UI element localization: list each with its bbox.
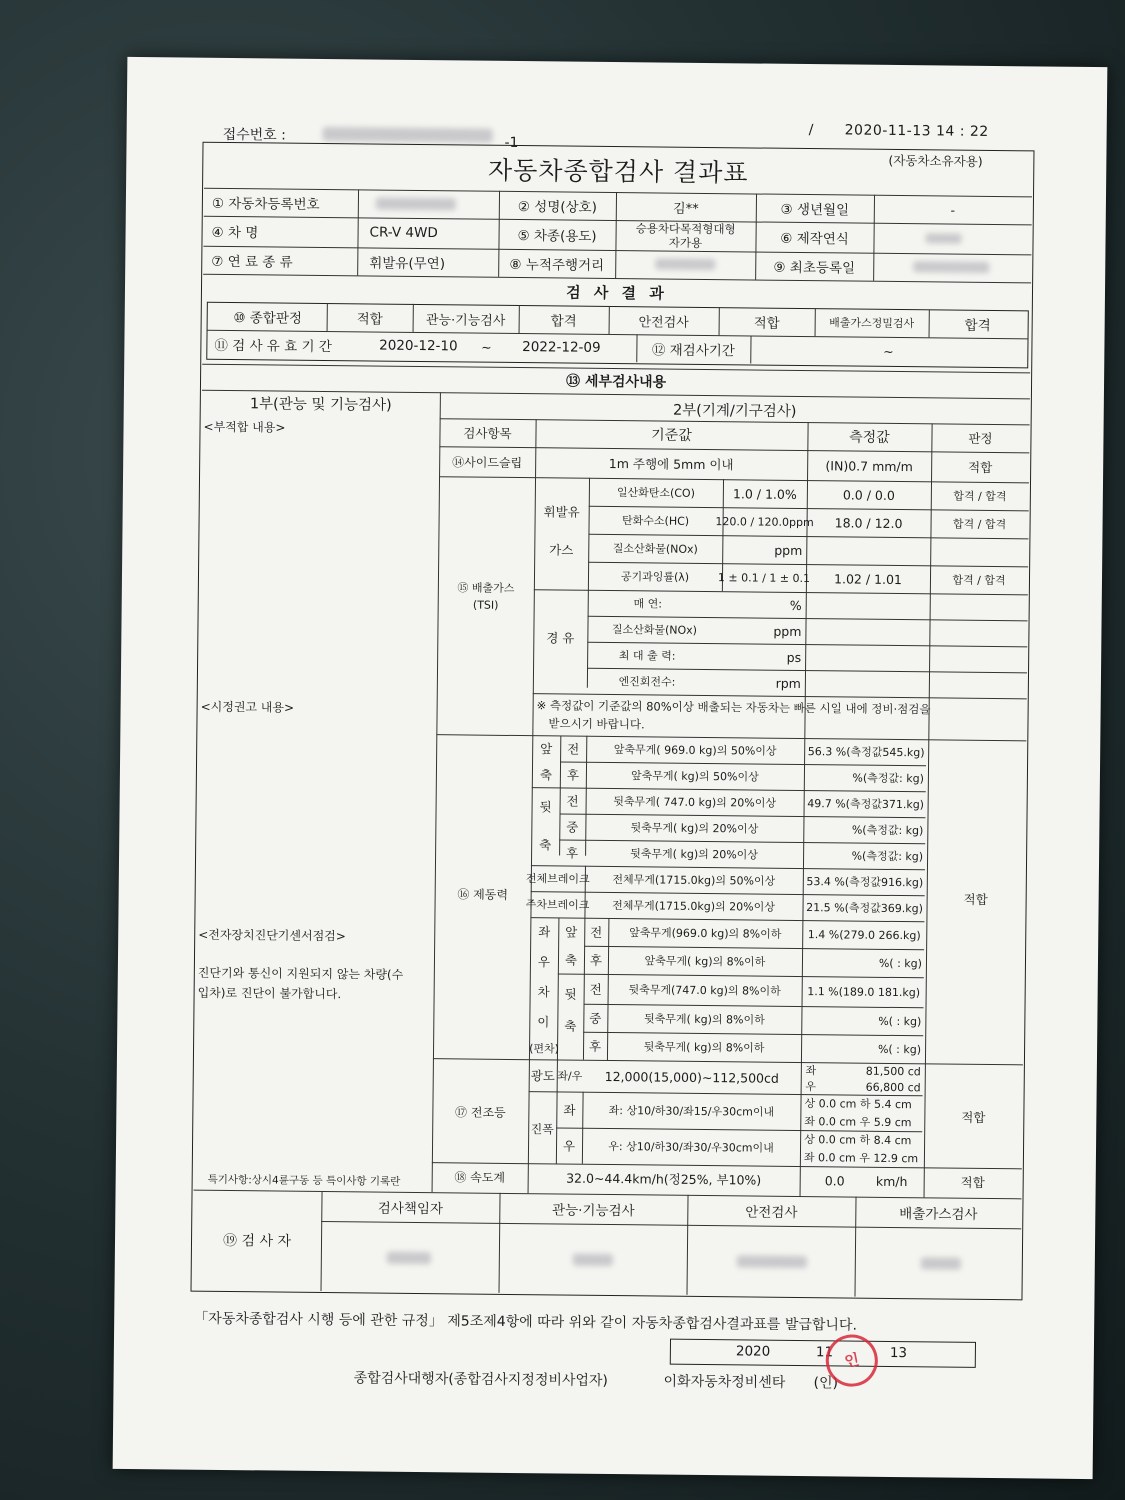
label-functional-inspection: 관능·기능검사 (425, 312, 506, 329)
exhaust-note-line1: ※ 측정값이 기준값의 80%이상 배출되는 자동차는 빠른 시일 내에 정비·점검을 (536, 698, 931, 717)
speedometer-label: ⑱ 속도계 (454, 1169, 506, 1185)
diesel-nox-label: 질소산화물(NOx) (611, 623, 698, 637)
header-item: 검사항목 (463, 425, 512, 441)
owner-name: 김** (673, 201, 699, 217)
ecu-note-line1: 진단기와 통신이 지원되지 않는 차량(수 (197, 965, 404, 982)
receipt-suffix: -1 (504, 134, 519, 152)
diff-d5-measured: %( : kg) (877, 1042, 922, 1056)
total-brake-standard: 전체무게(1715.0kg)의 50%이상 (612, 873, 776, 888)
luminosity-standard: 12,000(15,000)~112,500cd (604, 1068, 779, 1086)
beam-right-standard: 우: 상10/하30/좌30/우30cm이내 (608, 1140, 774, 1155)
inspector-head-safety: 안전검사 (745, 1204, 798, 1221)
brake-r1-measured: 56.3 %(측정값545.kg) (807, 745, 925, 760)
speedometer-unit: km/h (875, 1173, 908, 1189)
recommendation-label: <시정권고 내용> (200, 699, 295, 715)
validity-start: 2020-12-10 (379, 337, 458, 355)
nox-standard-unit: ppm (774, 542, 803, 558)
beam-left-standard: 좌: 상10/하30/좌15/우30cm이내 (608, 1104, 775, 1119)
diff-char-left: 좌 (538, 924, 551, 940)
ecu-note-line2: 입차)로 진단이 불가합니다. (197, 985, 342, 1002)
fuel-type: 휘발유(무연) (369, 255, 446, 273)
overall-judgement: 적합 (356, 311, 383, 328)
issuance-statement: 「자동차종합검사 시행 등에 관한 규정」 제5조제4항에 따라 위와 같이 자동차종합검사결과표를 발급합니다. (194, 1310, 858, 1334)
functional-inspection-result: 합격 (550, 313, 577, 330)
model-year-redacted (926, 233, 962, 243)
vehicle-type (615, 221, 755, 250)
label-owner-name: ② 성명(상호) (517, 199, 597, 216)
label-fuel-type: ⑦ 연 료 종 류 (211, 253, 293, 271)
label-reinspection-period: ⑫ 재검사기간 (651, 342, 735, 360)
exhaust-method: (TSI) (472, 598, 499, 612)
co-judgement: 합격 / 합격 (953, 489, 1007, 504)
diff-front-char1: 앞 (565, 924, 578, 940)
seal-mark: (인) (813, 1375, 839, 1392)
beam-left-char: 좌 (563, 1102, 576, 1118)
issue-day: 13 (889, 1344, 908, 1362)
brake-r1-standard: 앞축무게( 969.0 kg)의 50%이상 (613, 743, 777, 758)
inspector-label: ⑲ 검 사 자 (222, 1232, 292, 1250)
label-mileage: ⑧ 누적주행거리 (509, 256, 605, 274)
inspector-head-chief: 검사책임자 (377, 1200, 444, 1218)
diff-d5-standard: 뒷축무게( kg)의 8%이하 (643, 1040, 765, 1055)
co-label: 일산화탄소(CO) (616, 486, 695, 500)
diff-d3-measured: 1.1 %(189.0 181.kg) (807, 984, 921, 999)
label-safety-inspection: 안전검사 (638, 314, 689, 331)
emission-inspection-result: 합격 (964, 317, 991, 334)
brake-r2-standard: 앞축무게( kg)의 50%이상 (630, 769, 759, 784)
brake-judgement: 적합 (963, 891, 988, 907)
diff-d4-pos: 중 (589, 1010, 602, 1026)
diff-d3-standard: 뒷축무게(747.0 kg)의 8%이하 (628, 983, 781, 998)
diff-char-cha: 차 (537, 984, 550, 1000)
side-slip-judgement: 적합 (968, 459, 993, 475)
lambda-measured: 1.02 / 1.01 (833, 570, 902, 587)
safety-inspection-result: 적합 (753, 315, 780, 332)
diff-d2-measured: %( : kg) (878, 956, 923, 970)
receipt-number-redacted (323, 127, 493, 143)
rear-axle-char2: 축 (539, 837, 552, 853)
lambda-standard: 1 ± 0.1 / 1 ± 0.1 (717, 570, 811, 585)
luminosity-side: 좌/우 (557, 1069, 583, 1083)
diff-front-char2: 축 (564, 952, 578, 968)
diff-char-i: 이 (537, 1014, 550, 1030)
gas-label: 가스 (549, 542, 574, 558)
front-axle-char2: 축 (539, 767, 553, 783)
detail-heading: ⑬ 세부검사내용 (565, 373, 667, 391)
label-vehicle-name: ④ 차 명 (211, 224, 259, 242)
smoke-label: 매 연: (633, 597, 663, 611)
label-birth-date: ③ 생년월일 (780, 201, 850, 219)
luminosity-right-value: 66,800 cd (865, 1080, 921, 1094)
inspector-head-emission: 배출가스검사 (899, 1206, 978, 1223)
validity-tilde: ~ (481, 339, 492, 355)
brake-r5-pos: 후 (565, 845, 579, 861)
hc-measured: 18.0 / 12.0 (834, 514, 903, 531)
side-slip-measured: (IN)0.7 mm/m (825, 457, 913, 474)
side-slip-standard: 1m 주행에 5mm 이내 (608, 455, 734, 473)
gasoline-label: 휘발유 (543, 504, 580, 520)
owner-copy-label: (자동차소유자용) (888, 152, 983, 169)
brake-r2-pos: 후 (566, 767, 580, 783)
diff-rear-char2: 축 (564, 1018, 577, 1034)
birth-date: - (950, 202, 956, 218)
parking-brake-measured: 21.5 %(측정값369.kg) (806, 901, 923, 916)
co-measured: 0.0 / 0.0 (842, 486, 895, 503)
brake-r3-measured: 49.7 %(측정값371.kg) (807, 797, 925, 812)
max-power-label: 최 대 출 력: (618, 649, 676, 663)
engine-rpm-unit: rpm (775, 675, 801, 691)
part1-heading: 1부(관능 및 기능검사) (249, 395, 392, 414)
ecu-check-label: <전자장치진단기센서점검> (198, 927, 346, 944)
exhaust-note-line2: 받으시기 바랍니다. (548, 716, 645, 732)
diff-d4-measured: %( : kg) (878, 1014, 922, 1028)
issue-year: 2020 (735, 1343, 771, 1360)
vehicle-type-use: 자가용 (668, 235, 703, 250)
speedometer-measured: 0.0 (824, 1172, 845, 1188)
results-heading: 검 사 결 과 (566, 283, 668, 303)
diesel-label: 경 유 (546, 630, 575, 646)
mileage-redacted (655, 258, 715, 270)
total-brake-measured: 53.4 %(측정값916.kg) (806, 875, 924, 890)
speedometer-judgement: 적합 (960, 1174, 985, 1190)
brake-r5-standard: 뒷축무게( kg)의 20%이상 (630, 847, 759, 862)
label-first-registration: ⑨ 최초등록일 (773, 259, 856, 277)
first-registration-redacted (913, 261, 989, 273)
total-brake-label: 전체브레이크 (525, 872, 590, 886)
header-standard: 기준값 (651, 427, 692, 444)
brake-r3-standard: 뒷축무게( 747.0 kg)의 20%이상 (613, 795, 777, 810)
brake-r5-measured: %(측정값: kg) (851, 849, 924, 864)
luminosity-label: 광도 (530, 1068, 555, 1084)
label-registration-number: ① 자동차등록번호 (211, 195, 320, 213)
label-vehicle-type: ⑤ 차종(용도) (517, 228, 597, 245)
receipt-label: 접수번호 : (222, 126, 286, 144)
beam-right-char: 우 (562, 1138, 576, 1154)
headlamp-label: ⑰ 전조등 (455, 1104, 506, 1120)
engine-rpm-label: 엔진회전수: (618, 675, 676, 689)
smoke-unit: % (789, 597, 802, 613)
nox-label: 질소산화물(NOx) (612, 542, 698, 556)
beam-measure-4: 좌 0.0 cm 우 12.9 cm (803, 1151, 919, 1166)
luminosity-left-char: 좌 (805, 1064, 817, 1078)
front-axle-char1: 앞 (540, 741, 553, 757)
side-slip-label: ⑭사이드슬립 (452, 454, 523, 470)
headlamp-judgement: 적합 (961, 1109, 986, 1125)
header-measured: 측정값 (849, 429, 890, 446)
repair-shop-name: 이화자동차정비센타 (663, 1373, 786, 1391)
functional-inspector-redacted (573, 1254, 613, 1266)
rear-axle-char1: 뒷 (539, 799, 552, 815)
label-validity-period: ⑪ 검 사 유 효 기 간 (214, 337, 332, 356)
red-seal-stamp: 인 (821, 1330, 882, 1391)
diff-d1-measured: 1.4 %(279.0 266.kg) (807, 927, 921, 942)
diff-d2-pos: 후 (589, 952, 603, 968)
beam-measure-2: 좌 0.0 cm 우 5.9 cm (804, 1115, 912, 1130)
agent-label: 종합검사대행자(종합검사지정정비사업자) (353, 1370, 609, 1390)
exhaust-label: ⑮ 배출가스 (457, 581, 515, 595)
brake-r4-standard: 뒷축무게( kg)의 20%이상 (630, 821, 759, 836)
diff-deviation-label: (편차) (529, 1042, 560, 1056)
chief-inspector-redacted (387, 1252, 431, 1264)
hc-judgement: 합격 / 합격 (952, 517, 1007, 532)
beam-measure-1: 상 0.0 cm 하 5.4 cm (804, 1097, 912, 1112)
brake-label: ⑯ 제동력 (457, 886, 509, 902)
header-judgement: 판정 (968, 430, 993, 446)
parking-brake-label: 주차브레이크 (525, 898, 590, 912)
issue-datetime: 2020-11-13 14 : 22 (844, 122, 989, 140)
brake-r3-pos: 전 (566, 793, 579, 809)
diff-d5-pos: 후 (588, 1038, 602, 1054)
luminosity-left-value: 81,500 cd (865, 1064, 921, 1078)
co-standard: 1.0 / 1.0% (732, 485, 797, 502)
beam-measure-3: 상 0.0 cm 하 8.4 cm (804, 1133, 912, 1148)
vehicle-type-class: 승용차다목적형대형 (635, 221, 736, 237)
issue-month: 11 (815, 1344, 834, 1361)
diff-d3-pos: 전 (589, 981, 602, 997)
diff-d1-standard: 앞축무게(969.0 kg)의 8%이하 (629, 926, 782, 941)
luminosity-right-char: 우 (805, 1080, 817, 1094)
special-notes-label: 특기사항:상시4륜구동 등 특이사항 기록란 (207, 1173, 401, 1188)
nonconformity-label: <부적합 내용> (203, 419, 286, 435)
reinspection-period: ~ (883, 343, 894, 359)
inspector-head-functional: 관능·기능검사 (551, 1202, 635, 1220)
form-title: 자동차종합검사 결과표 (487, 155, 749, 188)
speedometer-standard: 32.0~44.4km/h(정25%, 부10%) (566, 1170, 762, 1188)
diff-d4-standard: 뒷축무게( kg)의 8%이하 (643, 1012, 765, 1027)
label-model-year: ⑥ 제작연식 (780, 230, 849, 248)
safety-inspector-redacted (737, 1255, 807, 1268)
validity-end: 2022-12-09 (522, 339, 601, 356)
lambda-judgement: 합격 / 합격 (952, 573, 1006, 588)
header-slash: / (808, 122, 814, 139)
max-power-unit: ps (786, 649, 802, 665)
registration-number-redacted (376, 198, 456, 211)
brake-r1-pos: 전 (567, 741, 580, 757)
lambda-label: 공기과잉률(λ) (620, 570, 690, 584)
diff-char-right: 우 (537, 954, 551, 970)
parking-brake-standard: 전체무게(1715.0kg)의 20%이상 (612, 899, 775, 914)
label-emission-inspection: 배출가스정밀검사 (829, 316, 915, 331)
diesel-nox-unit: ppm (773, 623, 802, 639)
emission-inspector-redacted (921, 1257, 961, 1269)
part2-heading: 2부(기계/기구검사) (672, 402, 797, 420)
brake-r4-measured: %(측정값: kg) (851, 823, 924, 838)
label-overall-judgement: ⑩ 종합판정 (233, 310, 303, 327)
brake-r2-measured: %(측정값: kg) (852, 771, 924, 786)
diff-rear-char1: 뒷 (564, 986, 577, 1002)
diff-d1-pos: 전 (590, 924, 603, 940)
diff-d2-standard: 앞축무게( kg)의 8%이하 (644, 954, 766, 969)
vehicle-name: CR-V 4WD (369, 224, 438, 242)
inspection-result-sheet (113, 57, 1108, 1479)
beam-width-label: 진폭 (530, 1121, 554, 1136)
hc-label: 탄화수소(HC) (621, 514, 690, 528)
brake-r4-pos: 중 (566, 819, 579, 835)
hc-standard: 120.0 / 120.0ppm (715, 514, 814, 529)
